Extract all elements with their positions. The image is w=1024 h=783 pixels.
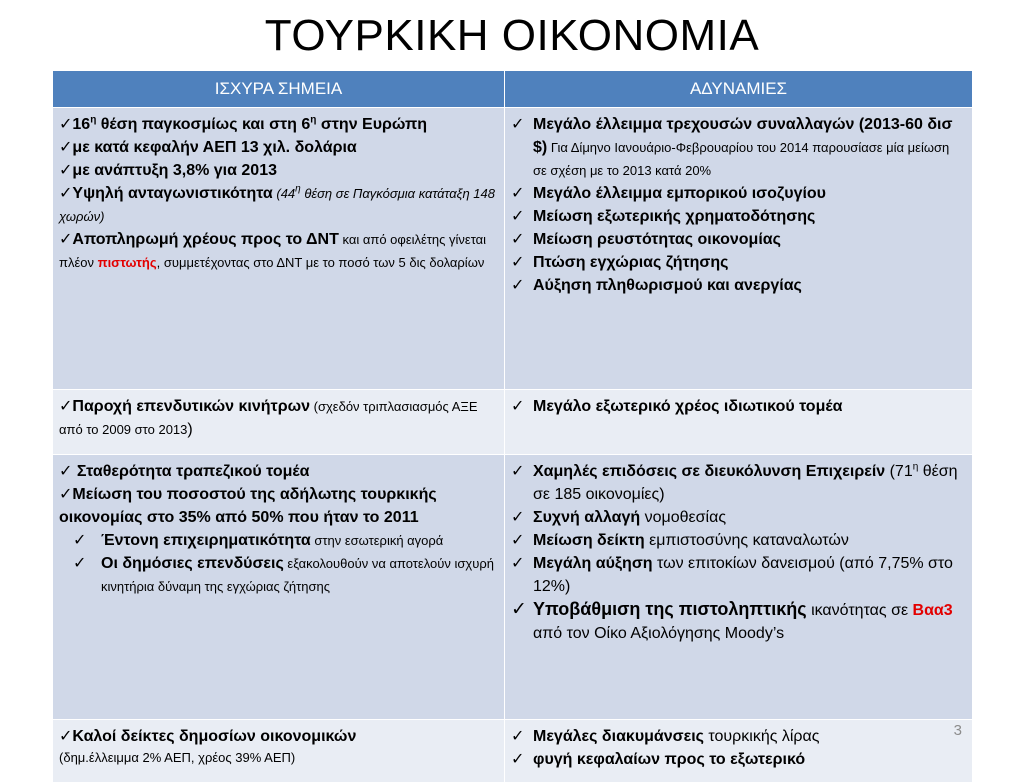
table-header-row [53, 71, 973, 108]
check-icon: ✓ [511, 728, 525, 745]
page-number: 3 [953, 722, 962, 739]
weaknesses-cell [505, 455, 973, 720]
strength-item: ✓Καλοί δείκτες δημοσίων οικονομικών [59, 728, 357, 745]
check-icon: ✓ [511, 463, 525, 480]
table-row [53, 390, 973, 455]
check-icon: ✓ [511, 185, 525, 202]
check-icon: ✓ [511, 398, 525, 415]
strength-item: ✓με ανάπτυξη 3,8% για 2013 [59, 162, 277, 179]
strength-item: $✓16^\eta$ θέση παγκοσμίως και στη $6^\eta$ στην Ευρώπη [59, 114, 428, 133]
check-icon: ✓ [511, 751, 525, 768]
check-icon: ✓ [511, 532, 525, 549]
check-icon: ✓ [511, 509, 525, 526]
strength-item: ✓Μείωση του ποσοστού της αδήλωτης τουρκικής οικονομίας στο 35% από 50% που ήταν το 2011 [59, 486, 437, 526]
check-icon: ✓ [59, 486, 73, 503]
check-icon: ✓ [511, 254, 525, 271]
weaknesses-cell [505, 390, 973, 455]
check-icon: ✓ [59, 139, 73, 156]
strengths-cell [53, 455, 505, 720]
weakness-item: ✓ Μεγάλο εξωτερικό χρέος ιδιωτικού τομέα [511, 395, 966, 418]
strengths-cell [53, 390, 505, 455]
strength-subitem: ✓ Οι δημόσιες επενδύσεις εξακολουθούν να αποτελούν ισχυρή κινητήρια δύναμη της εγχώριας ζήτησης [59, 552, 498, 598]
check-icon: ✓ [59, 231, 73, 248]
swot-table [52, 70, 973, 783]
check-icon: ✓ [59, 463, 73, 480]
weakness-item: ✓ Μείωση εξωτερικής χρηματοδότησης [511, 205, 966, 228]
strength-item: ✓Παροχή επενδυτικών κινήτρων (σχεδόν τριπλασιασμός ΑΞΕ από το 2009 στο 2013) [59, 398, 478, 438]
weakness-item: ✓ Χαμηλές επιδόσεις σε διευκόλυνση Επιχειρείν ($71^\eta$ θέση σε 185 οικονομίες) [511, 460, 966, 506]
strengths-cell [53, 108, 505, 390]
weakness-item: ✓ Μείωση δείκτη εμπιστοσύνης καταναλωτών [511, 529, 966, 552]
check-icon: ✓ [73, 555, 87, 572]
check-icon: ✓ [511, 599, 527, 620]
weakness-item: ✓ Μεγάλες διακυμάνσεις τουρκικής λίρας [511, 725, 966, 748]
strengths-cell [53, 720, 505, 783]
check-icon: ✓ [73, 532, 87, 549]
weakness-item: ✓ Υποβάθμιση της πιστοληπτικής ικανότητας σε Βαα3 από τον Οίκο Αξιολόγησης Moody’s [511, 598, 966, 645]
strength-subitem: ✓ Έντονη επιχειρηματικότητα στην εσωτερική αγορά [59, 529, 498, 552]
weaknesses-header: ΑΔΥΝΑΜΙΕΣ [505, 71, 973, 108]
check-icon: ✓ [59, 162, 73, 179]
weakness-item: ✓ Πτώση εγχώριας ζήτησης [511, 251, 966, 274]
table-row [53, 108, 973, 390]
slide-title: ΤΟΥΡΚΙΚΗ ΟΙΚΟΝΟΜΙΑ [264, 11, 760, 60]
strength-item-detail: (δημ.έλλειμμα 2% ΑΕΠ, χρέος 39% ΑΕΠ) [59, 750, 296, 765]
weaknesses-cell [505, 108, 973, 390]
check-icon: ✓ [511, 555, 525, 572]
weakness-item: ✓ Μεγάλη αύξηση των επιτοκίων δανεισμού (από 7,75% στο 12%) [511, 552, 966, 598]
table-row [53, 720, 973, 783]
table-row [53, 455, 973, 720]
weakness-item: ✓ Αύξηση πληθωρισμού και ανεργίας [511, 274, 966, 297]
check-icon: ✓ [59, 398, 73, 415]
strength-item: ✓με κατά κεφαλήν ΑΕΠ 13 χιλ. δολάρια [59, 139, 357, 156]
strength-item: ✓Υψηλή ανταγωνιστικότητα ($44^\eta$ θέση σε Παγκόσμια κατάταξη 148 χωρών) [59, 183, 495, 224]
check-icon: ✓ [511, 116, 525, 133]
weakness-item: ✓ Μείωση ρευστότητας οικονομίας [511, 228, 966, 251]
weaknesses-cell [505, 720, 973, 783]
check-icon: ✓ [511, 208, 525, 225]
strength-item: ✓Αποπληρωμή χρέους προς το ΔΝΤ και από οφειλέτης γίνεται πλέον πιστωτής, συμμετέχοντας στο ΔΝΤ με το ποσό των 5 δις δολαρίων [59, 231, 487, 270]
weakness-item: ✓ Συχνή αλλαγή νομοθεσίας [511, 506, 966, 529]
weakness-item: ✓ Μεγάλο έλλειμμα εμπορικού ισοζυγίου [511, 182, 966, 205]
check-icon: ✓ [511, 231, 525, 248]
strengths-header: ΙΣΧΥΡΑ ΣΗΜΕΙΑ [53, 71, 505, 108]
strength-item: ✓ Σταθερότητα τραπεζικού τομέα [59, 463, 310, 480]
weakness-item: ✓ Μεγάλο έλλειμμα τρεχουσών συναλλαγών (2013-60 δισ $) Για Δίμηνο Ιανουάριο-Φεβρουαρίου του 2014 παρουσίασε μία μείωση σε σχέση με το 2013 κατά 20% [511, 113, 966, 182]
check-icon: ✓ [59, 728, 73, 745]
check-icon: ✓ [511, 277, 525, 294]
weakness-item: ✓ φυγή κεφαλαίων προς το εξωτερικό [511, 748, 966, 771]
check-icon: ✓ [59, 116, 73, 133]
check-icon: ✓ [59, 185, 73, 202]
